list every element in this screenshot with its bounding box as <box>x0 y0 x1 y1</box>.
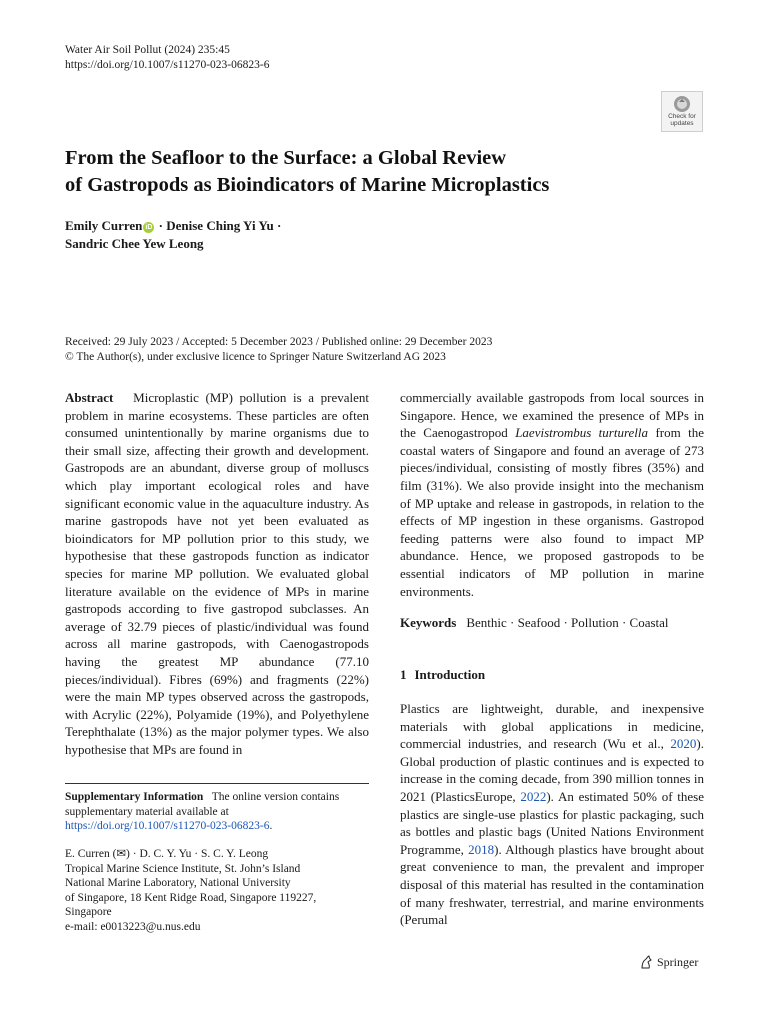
abstract-continuation <box>400 389 704 600</box>
species-name: Laevistrombus turturella <box>515 425 649 441</box>
article-title <box>65 145 665 199</box>
abstract-text: Microplastic (MP) pollution is a prevalent problem in marine ecosystems. These particles are often consumed unintentionally by marine organisms due to their small size, affecting their growth and development. Gastropods are an abundant, diverse group of molluscs which play important ecological roles and have significant economic value in the aquaculture industry. As marine gastropods have not yet been evaluated as bioindicators for MP pollution prior to this study, we hypothesise that these gastropods function as indicator species for marine MP pollution. We evaluated global literature available on the evidence of MPs in marine gastropods according to five gastropod subclasses. An average of 32.79 pieces of plastic/individual was found across all marine gastropods, with Caenogastropods having the greatest MP abundance (77.10 pieces/individual). Fibres (69%) and fragments (22%) were the main MP types observed across the gastropods, with Acrylic (22%), Polyamide (19%), and Polyethylene Terephthalate (13%) as the major polymer types. We also hypothesise that MPs are found in <box>65 390 369 757</box>
author-name[interactable]: · Denise Ching Yi Yu · <box>155 218 282 233</box>
author-name[interactable]: Sandric Chee Yew Leong <box>65 236 204 251</box>
authors-line-1 <box>65 217 465 235</box>
journal-doi[interactable]: https://doi.org/10.1007/s11270-023-06823-6 <box>65 59 270 71</box>
section-heading-introduction <box>400 666 485 684</box>
section-number: 1 <box>400 667 407 682</box>
intro-text: ). Although plastics have brought about great convenience to man, the prevalent and improper disposal of this material has resulted in the contamination of many freshwater, terrestrial, and marine environments (Perumal <box>400 841 704 928</box>
check-updates-line2: updates <box>670 120 694 127</box>
author-affiliation <box>65 847 369 935</box>
supplementary-information <box>65 790 369 834</box>
check-updates-line1: Check for <box>668 113 696 120</box>
intro-text: Plastics are lightweight, durable, and inexpensive materials with global applications in medicine, commercial industries, and research (Wu et al., <box>400 701 704 752</box>
title-line-2: of Gastropods as Bioindicators of Marine Microplastics <box>65 174 550 196</box>
abstract-paragraph <box>65 389 369 758</box>
publication-history <box>65 335 705 365</box>
author-list <box>65 217 465 253</box>
introduction-text <box>400 700 704 929</box>
abstract-text: commercially available gastropods from local sources in Singapore. Hence, we examined the presence of MPs in the Caenogastropod <box>400 390 704 441</box>
intro-text: ). An estimated 50% of these plastics are single-use plastics for plastic packaging, such as bottles and plastic bags (United Nations Environment Programme, <box>400 788 705 857</box>
footnote-divider <box>65 783 369 784</box>
dates-line: Received: 29 July 2023 / Accepted: 5 December 2023 / Published online: 29 December 2023 <box>65 336 493 348</box>
affiliation-line: Tropical Marine Science Institute, St. John’s Island <box>65 862 301 875</box>
affiliation-email[interactable]: e-mail: e0013223@u.nus.edu <box>65 920 201 933</box>
abstract-label: Abstract <box>65 390 114 405</box>
publisher-logo <box>639 954 698 970</box>
citation-link[interactable]: 2018 <box>468 841 495 857</box>
intro-text: ). Global production of plastic continues and is expected to increase in the coming decade, from 390 million tonnes in 2021 (PlasticsEurope, <box>400 736 704 804</box>
supplementary-label: Supplementary Information <box>65 791 204 803</box>
springer-horse-icon <box>639 955 653 969</box>
journal-citation: Water Air Soil Pollut (2024) 235:45 <box>65 44 230 56</box>
keywords-list: Benthic · Seafood · Pollution · Coastal <box>466 615 669 630</box>
affiliation-line: National Marine Laboratory, National University <box>65 877 291 890</box>
affiliation-line: Singapore <box>65 906 112 919</box>
check-updates-icon <box>673 95 691 113</box>
publisher-name: Springer <box>657 955 699 969</box>
check-for-updates-badge[interactable] <box>661 91 703 132</box>
orcid-icon[interactable]: iD <box>145 224 153 231</box>
citation-link[interactable]: 2020 <box>670 736 697 752</box>
citation-link[interactable]: 2022 <box>520 788 547 804</box>
journal-meta <box>65 43 269 73</box>
abstract-right-column <box>400 389 704 600</box>
supplementary-end: . <box>269 820 273 833</box>
section-title: Introduction <box>414 667 486 682</box>
abstract-left-column <box>65 389 369 758</box>
author-name[interactable]: Emily Curren <box>65 218 143 233</box>
copyright-line: © The Author(s), under exclusive licence to Springer Nature Switzerland AG 2023 <box>65 351 446 363</box>
keywords-label: Keywords <box>400 615 457 630</box>
affiliation-authors: E. Curren (✉) · D. C. Y. Yu · S. C. Y. Leong <box>65 848 269 860</box>
supplementary-text: The online version contains supplementary material available at <box>65 791 340 818</box>
abstract-text: from the coastal waters of Singapore and found an average of 273 pieces/individual, consisting of mostly fibres (35%) and film (31%). We also provide insight into the mechanism of MP uptake and release in gastropods, in relation to the effects of MP ingestion in these organisms. Gastropod feeding patterns were also found to impact MP abundance. Hence, we proposed gastropods to be essential indicators of MP pollution in marine environments. <box>400 425 704 599</box>
supplementary-link[interactable]: https://doi.org/10.1007/s11270-023-06823-6 <box>65 820 270 833</box>
affiliation-line: of Singapore, 18 Kent Ridge Road, Singapore 119227, <box>65 891 317 904</box>
keywords <box>400 614 704 632</box>
title-line-1: From the Seafloor to the Surface: a Global Review <box>65 147 507 169</box>
